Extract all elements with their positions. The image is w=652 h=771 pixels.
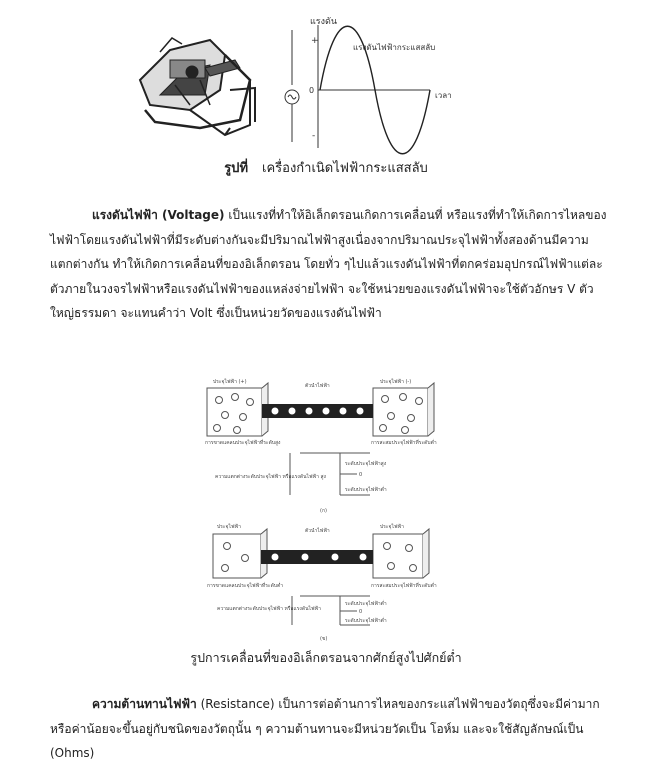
- resistance-body: (Resistance) เป็นการต่อต้านการไหลของกระแสไฟฟ้าของวัตถุซึ่งจะมีค่ามากหรือค่าน้อยจะขึ้นอยู่กับชนิดของวัตถุนั้น ๆ ความต้านทานจะมีหน่วยวัดเป็น โอห์ม และจะใช้สัญลักษณ์เป็น (Ohms): [50, 697, 600, 760]
- y-axis-label: แรงดัน: [310, 17, 338, 27]
- top-level-high: ระดับประจุไฟฟ้าสูง: [345, 461, 387, 467]
- top-tag: (ก): [320, 508, 327, 514]
- top-right-box-label: ประจุไฟฟ้า (-): [380, 379, 412, 385]
- voltage-paragraph: [50, 203, 610, 326]
- top-left-bottom-label: การขาดแคลนประจุไฟฟ้าที่ระดับสูง: [205, 440, 281, 446]
- ac-generator-diagram: [130, 10, 470, 155]
- bottom-wire-label: ตัวนำไฟฟ้า: [305, 528, 330, 534]
- top-left-box: [207, 388, 262, 436]
- zero-label: 0: [309, 86, 315, 95]
- bottom-right-bottom-label: การสะสมประจุไฟฟ้าที่ระดับต่ำ: [371, 583, 437, 589]
- resistance-term: ความต้านทานไฟฟ้า: [92, 697, 197, 711]
- x-axis-label: เวลา: [435, 91, 452, 100]
- figure1-caption: [0, 157, 652, 178]
- minus-label: -: [312, 131, 316, 141]
- plus-label: +: [311, 36, 319, 46]
- top-wire-label: ตัวนำไฟฟ้า: [305, 383, 330, 389]
- voltage-body: เป็นแรงที่ทำให้อิเล็กตรอนเกิดการเคลื่อนที่ หรือแรงที่ทำให้เกิดการไหลของไฟฟ้าโดยแรงดันไฟฟ้าที่มีระดับต่างกันจะมีปริมาณไฟฟ้าสูงเนื่องจากปริมาณประจุไฟฟ้าทั้งสองด้านมีความแตกต่างกัน ทำให้เกิดการเคลื่อนที่ของอิเล็กตรอน โดยทั่ว ๆไปแล้วแรงดันไฟฟ้าที่ตกคร่อมอุปกรณ์ไฟฟ้าแต่ละตัวภายในวงจรไฟฟ้าหรือแรงดันไฟฟ้าของแหล่งจ่ายไฟฟ้า จะใช้หน่วยของแรงดันไฟฟ้าจะใช้ตัวอักษร V ตัวใหญ่ธรรมดา จะแทนคำว่า Volt ซึ่งเป็นหน่วยวัดของแรงดันไฟฟ้า: [50, 208, 607, 320]
- bottom-level-low: ระดับประจุไฟฟ้าต่ำ: [345, 618, 387, 624]
- voltage-term: แรงดันไฟฟ้า (Voltage): [92, 208, 225, 222]
- figure2-caption: รูปการเคลื่อนที่ของอิเล็กตรอนจากศักย์สูงไปศักย์ต่ำ: [190, 650, 462, 665]
- ac-generator-figure: [130, 10, 470, 155]
- bottom-right-box-label: ประจุไฟฟ้า: [380, 524, 404, 530]
- top-right-bottom-label: การสะสมประจุไฟฟ้าที่ระดับต่ำ: [371, 440, 437, 446]
- bottom-left-bottom-label: การขาดแคลนประจุไฟฟ้าที่ระดับต่ำ: [207, 583, 284, 589]
- top-zero: 0: [359, 472, 363, 478]
- electron-flow-figure: [195, 370, 457, 642]
- top-conductor: [262, 404, 373, 418]
- bottom-tag: (ข): [320, 636, 328, 642]
- bottom-zero: 0: [359, 609, 363, 615]
- sine-curve-label: แรงดันไฟฟ้ากระแสสลับ: [353, 43, 436, 52]
- bottom-level-high: ระดับประจุไฟฟ้าต่ำ: [345, 601, 387, 607]
- resistance-paragraph: [50, 692, 610, 766]
- top-left-box-label: ประจุไฟฟ้า (+): [213, 379, 247, 385]
- ac-source-symbol: [285, 30, 299, 142]
- figure1-caption-prefix: รูปที่: [224, 161, 249, 176]
- top-level-low: ระดับประจุไฟฟ้าต่ำ: [345, 487, 387, 493]
- bottom-diff-label: ความแตกต่างระดับประจุไฟฟ้า หรือแรงดันไฟฟ้า: [217, 606, 321, 612]
- top-diff-label: ความแตกต่างระดับประจุไฟฟ้า หรือแรงดันไฟฟ้า สูง: [215, 474, 326, 480]
- electron-flow-diagram: [195, 370, 457, 642]
- generator-drawing: [140, 38, 255, 135]
- figure1-caption-text: เครื่องกำเนิดไฟฟ้ากระแสสลับ: [262, 161, 428, 176]
- bottom-left-box-label: ประจุไฟฟ้า: [217, 524, 241, 530]
- bottom-right-box: [373, 534, 423, 578]
- bottom-left-box: [213, 534, 261, 578]
